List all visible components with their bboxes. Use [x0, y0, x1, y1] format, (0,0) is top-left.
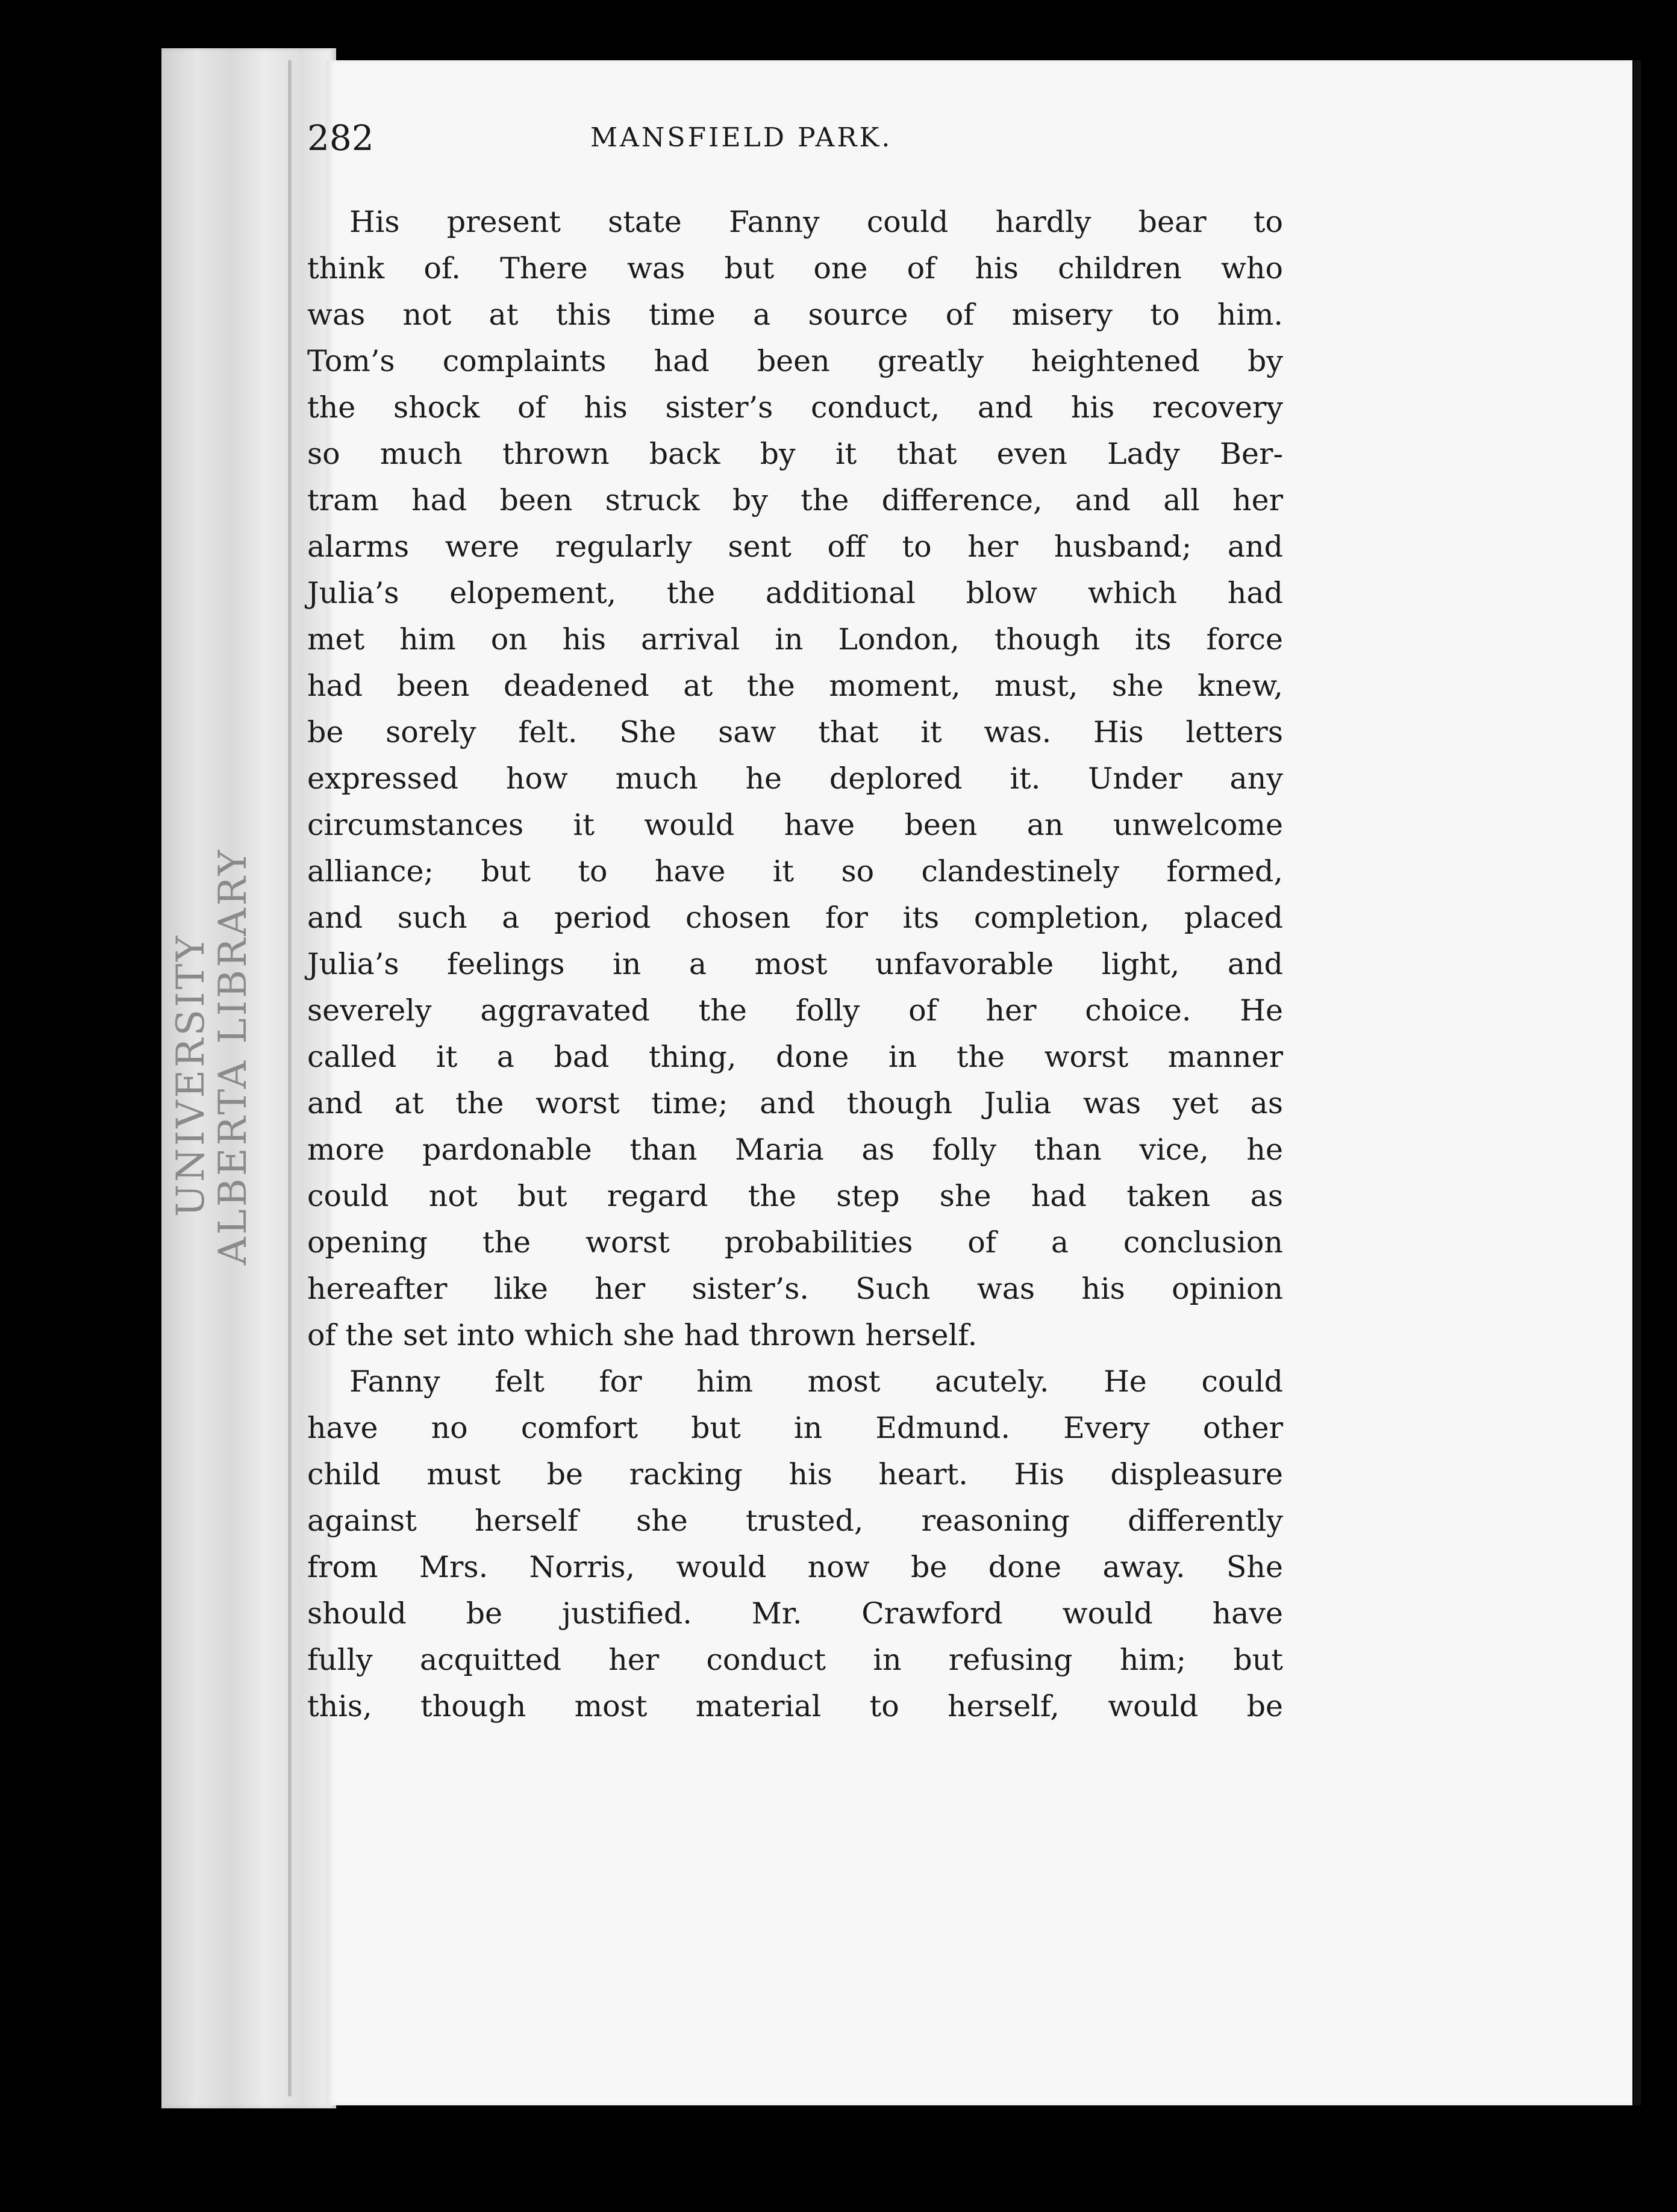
- paragraph-1: [307, 199, 1283, 1358]
- text-line: alarms were regularly sent off to her husband; and: [307, 530, 1283, 564]
- text-line: and such a period chosen for its completion, placed: [307, 901, 1283, 935]
- text-line: should be justified. Mr. Crawford would have: [307, 1596, 1283, 1631]
- text-line: severely aggravated the folly of her choice. He: [307, 993, 1283, 1028]
- text-line: was not at this time a source of misery to him.: [307, 298, 1283, 332]
- text-line: be sorely felt. She saw that it was. His letters: [307, 715, 1283, 749]
- text-line: circumstances it would have been an unwelcome: [307, 808, 1283, 842]
- running-title: MANSFIELD PARK.: [590, 122, 893, 153]
- paragraph-2: [307, 1358, 1283, 1729]
- text-body: [307, 199, 1283, 1729]
- text-line: hereafter like her sister’s. Such was his opinion: [307, 1272, 1283, 1306]
- page-number: 282: [307, 117, 374, 158]
- text-line: opening the worst probabilities of a conclusion: [307, 1225, 1283, 1260]
- text-line: against herself she trusted, reasoning differently: [307, 1504, 1283, 1538]
- text-line: from Mrs. Norris, would now be done away. She: [307, 1550, 1283, 1584]
- text-line: so much thrown back by it that even Lady Ber-: [307, 437, 1283, 471]
- text-line: fully acquitted her conduct in refusing him; but: [307, 1643, 1283, 1677]
- text-line: His present state Fanny could hardly bear to: [349, 205, 1283, 239]
- text-line: Fanny felt for him most acutely. He could: [349, 1364, 1283, 1399]
- text-line: of the set into which she had thrown herself.: [307, 1318, 978, 1352]
- stamp-line-alberta-library: ALBERTA LIBRARY: [211, 848, 255, 1265]
- text-line: the shock of his sister’s conduct, and his recovery: [307, 390, 1283, 425]
- text-line: expressed how much he deplored it. Under any: [307, 761, 1283, 796]
- text-line: Julia’s elopement, the additional blow which had: [307, 576, 1283, 610]
- text-line: tram had been struck by the difference, and all her: [307, 483, 1283, 517]
- library-stamp: [169, 843, 265, 1265]
- text-line: alliance; but to have it so clandestinely formed,: [307, 854, 1283, 889]
- text-line: met him on his arrival in London, though its force: [307, 622, 1283, 657]
- text-line: more pardonable than Maria as folly than vice, he: [307, 1133, 1283, 1167]
- text-line: called it a bad thing, done in the worst manner: [307, 1040, 1283, 1074]
- text-line: think of. There was but one of his children who: [307, 251, 1283, 286]
- text-line: child must be racking his heart. His displeasure: [307, 1457, 1283, 1492]
- scan-border: [1634, 60, 1641, 2105]
- text-line: this, though most material to herself, would be: [307, 1689, 1283, 1723]
- stamp-line-university: UNIVERSITY: [169, 933, 213, 1217]
- text-line: have no comfort but in Edmund. Every other: [307, 1411, 1283, 1445]
- text-line: had been deadened at the moment, must, she knew,: [307, 669, 1283, 703]
- text-line: Tom’s complaints had been greatly heightened by: [307, 344, 1283, 378]
- text-line: could not but regard the step she had taken as: [307, 1179, 1283, 1213]
- text-line: Julia’s feelings in a most unfavorable light, and: [307, 947, 1283, 981]
- text-line: and at the worst time; and though Julia was yet as: [307, 1086, 1283, 1120]
